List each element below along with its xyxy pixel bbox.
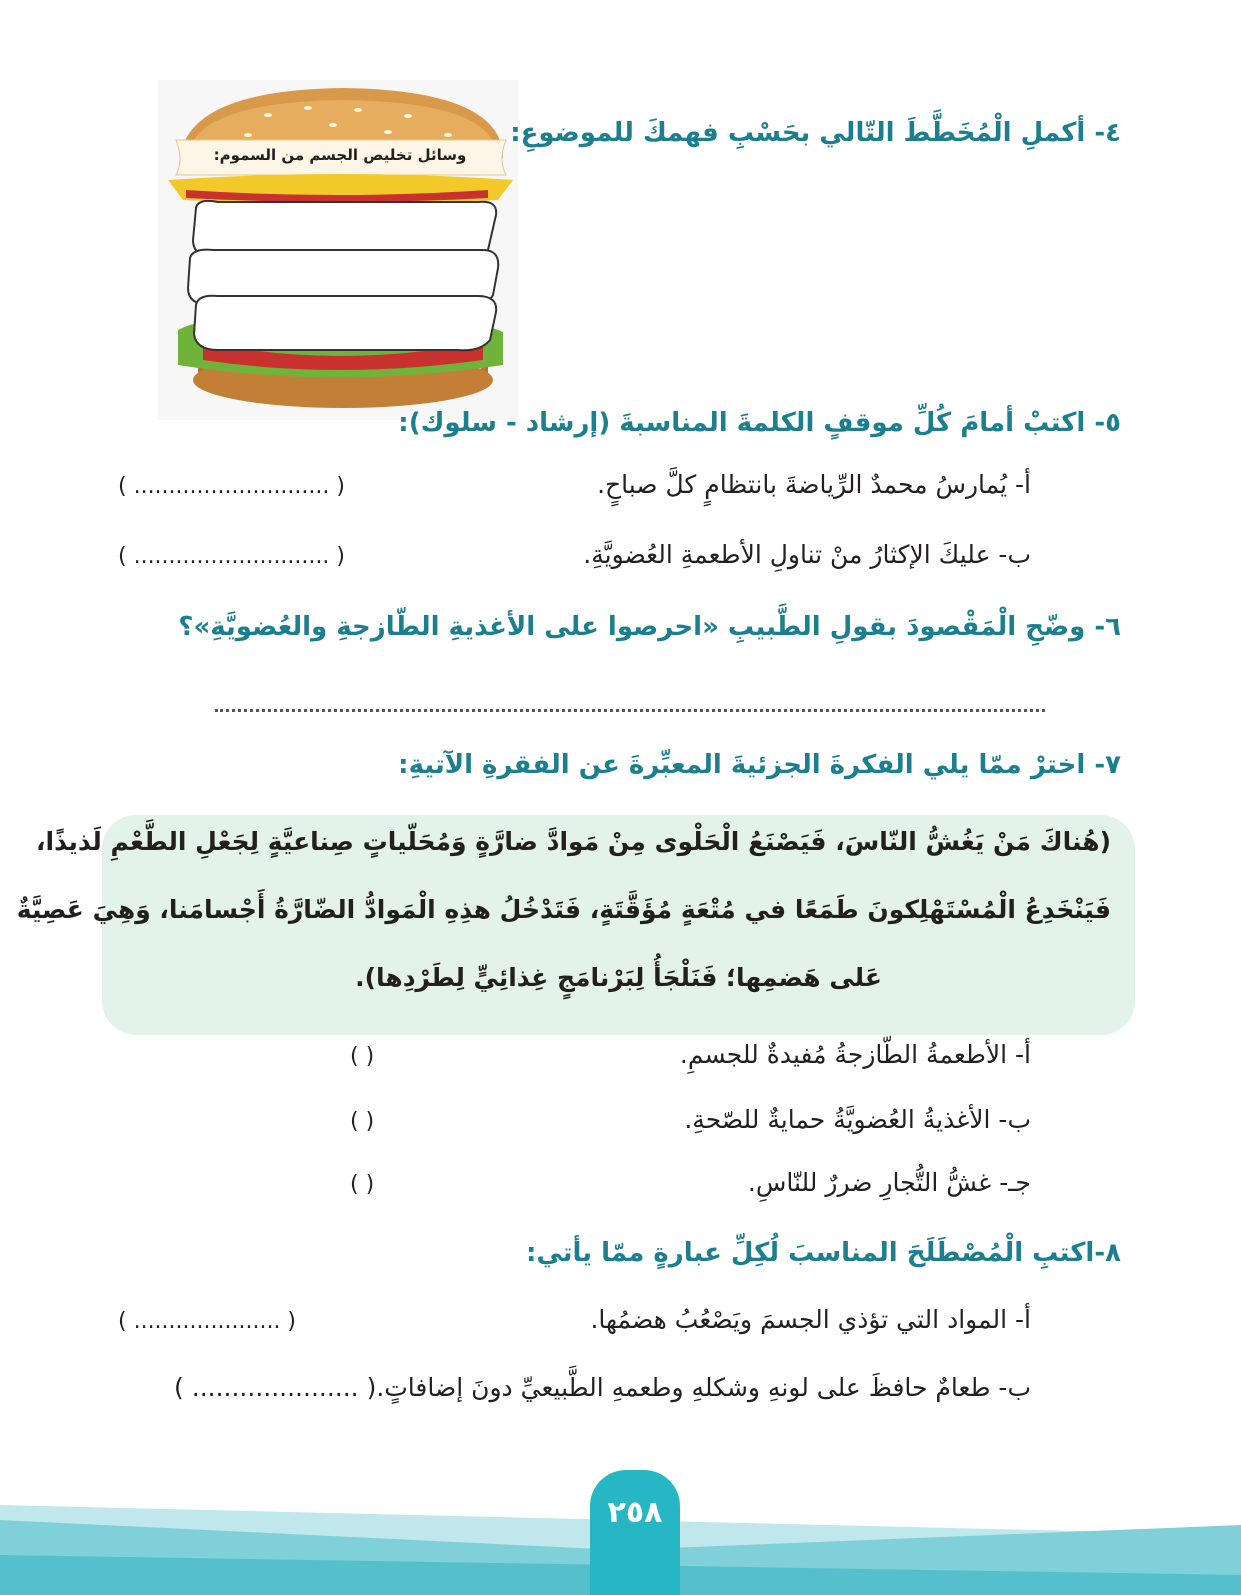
q7-blank-a[interactable]: ( ) — [350, 1044, 375, 1069]
passage-line-1: (هُناكَ مَنْ يَغُشُّ النّاسَ، فَيَصْنَعُ الْحَلْوى مِنْ مَوادَّ ضارَّةٍ وَمُحَلّياتٍ صِناعيَّةٍ لِجَعْلِ الطَّعْمِ لَذيذًا، — [36, 827, 1111, 856]
page-number: ٢٥٨ — [607, 1495, 663, 1530]
question-5-title: ٥- اكتبْ أمامَ كُلِّ موقفٍ الكلمةَ المناسبةَ (إرشاد - سلوك): — [398, 408, 1121, 438]
q5-blank-b[interactable]: ( ............................ ) — [118, 544, 345, 569]
q7-option-b: ب- الأغذيةُ العُضويَّةُ حمايةٌ للصّحةِ. — [684, 1105, 1031, 1134]
passage-line-3: عَلى هَضمِها؛ فَنَلْجَأُ لِبَرْنامَجٍ غِذائِيٍّ لِطَرْدِها). — [355, 963, 882, 992]
page-number-badge — [590, 1470, 680, 1595]
question-4-title: ٤- أكملِ الْمُخَطَّطَ التّالي بحَسْبِ فهمكَ للموضوعِ: — [510, 118, 1121, 148]
q8-blank-a[interactable]: ( ..................... ) — [118, 1309, 297, 1334]
q5-item-b: ب- عليكَ الإكثارُ منْ تناولِ الأطعمةِ العُضويَّةِ. — [583, 540, 1031, 569]
q5-blank-a[interactable]: ( ............................ ) — [118, 474, 345, 499]
q7-option-a: أ- الأطعمةُ الطّازجةُ مُفيدةٌ للجسمِ. — [679, 1040, 1031, 1069]
q7-blank-b[interactable]: ( ) — [350, 1109, 375, 1134]
q8-item-b: ب- طعامٌ حافظَ على لونهِ وشكلهِ وطعمهِ الطَّبيعيِّ دونَ إضافاتٍ.( ..................... ) — [174, 1373, 1031, 1402]
question-6-title: ٦- وضّحِ الْمَقْصودَ بقولِ الطَّبيبِ «احرصوا على الأغذيةِ الطّازجةِ والعُضويَّةِ»؟ — [178, 612, 1121, 642]
burger-diagram — [158, 80, 518, 420]
answer-line[interactable] — [215, 705, 1045, 712]
q5-item-a: أ- يُمارسُ محمدٌ الرِّياضةَ بانتظامٍ كلَّ صباحٍ. — [597, 470, 1031, 499]
passage-line-2: فَيَنْخَدِعُ الْمُسْتَهْلِكونَ طَمَعًا في مُتْعَةٍ مُؤَقَّتَةٍ، فَتَدْخُلُ هذِهِ الْمَوادُّ الضّارَّةُ أَجْسامَنا، وَهِيَ عَصِيَّةٌ — [16, 895, 1111, 924]
q7-option-c: جـ- غشُّ التُّجارِ ضررٌ للنّاسِ. — [747, 1168, 1031, 1197]
question-8-title: ٨-اكتبِ الْمُصْطَلَحَ المناسبَ لُكِلِّ عبارةٍ ممّا يأتي: — [526, 1238, 1121, 1268]
question-7-title: ٧- اخترْ ممّا يلي الفكرةَ الجزئيةَ المعبِّرةَ عن الفقرةِ الآتيةِ: — [398, 750, 1121, 780]
diagram-label: وسائل تخليص الجسم من السموم: — [213, 146, 467, 164]
passage-box — [16, 815, 1135, 1035]
q7-blank-c[interactable]: ( ) — [350, 1172, 375, 1197]
q8-item-a: أ- المواد التي تؤذي الجسمَ ويَصْعُبُ هضمُها. — [590, 1305, 1031, 1334]
